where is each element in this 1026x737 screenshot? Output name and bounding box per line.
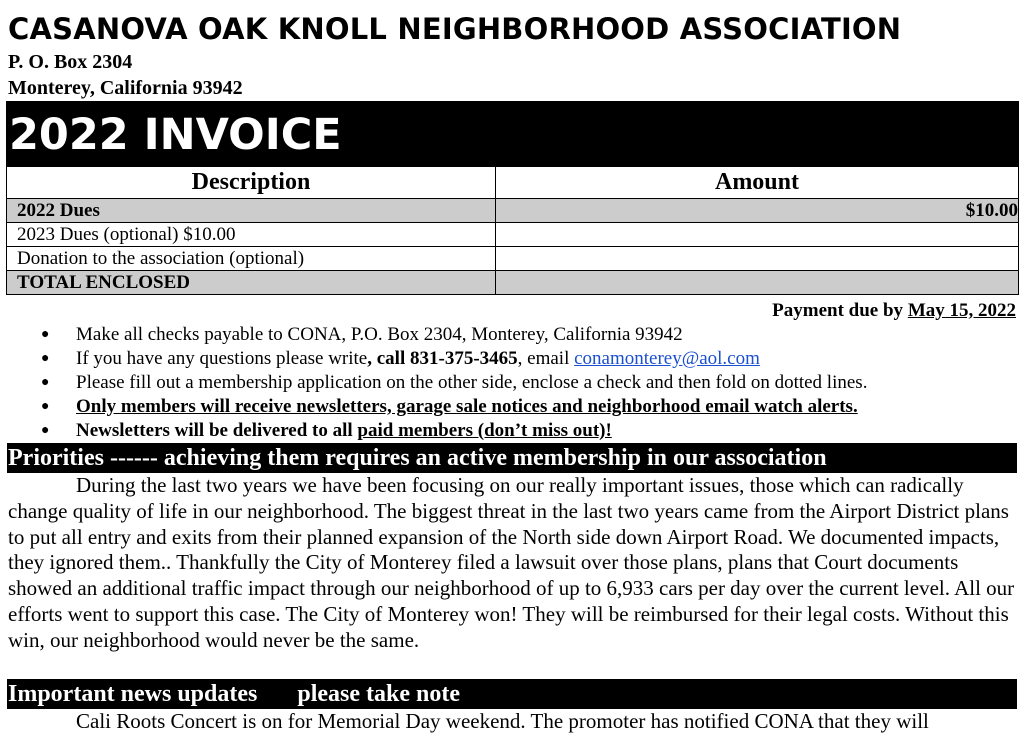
- bullet-icon: ●: [41, 423, 50, 438]
- address-line-1: P. O. Box 2304: [8, 51, 133, 73]
- list-item: [0, 395, 867, 419]
- list-item: [0, 347, 867, 371]
- note-text: paid members (don’t miss out)!: [357, 420, 612, 441]
- notes-list: [0, 323, 867, 443]
- row-description: 2023 Dues (optional) $10.00: [7, 223, 496, 247]
- table-row: [7, 247, 1019, 271]
- amount-header: Amount: [496, 167, 1019, 199]
- note-text: , email: [517, 348, 575, 369]
- list-item: [0, 419, 867, 443]
- invoice-title-bar: [6, 101, 1019, 166]
- note-text: If you have any questions please write: [76, 348, 368, 369]
- bullet-icon: ●: [41, 327, 50, 342]
- address-line-2: Monterey, California 93942: [8, 77, 243, 99]
- news-heading-part2: please take note: [297, 681, 461, 707]
- table-row: [7, 271, 1019, 295]
- bullet-icon: ●: [41, 375, 50, 390]
- row-amount: $10.00: [496, 199, 1019, 223]
- news-heading: [7, 679, 1017, 709]
- row-amount: [496, 271, 1019, 295]
- list-item: [0, 323, 867, 347]
- row-description: TOTAL ENCLOSED: [7, 271, 496, 295]
- bullet-icon: ●: [41, 399, 50, 414]
- invoice-table: [6, 166, 1019, 295]
- row-description: 2022 Dues: [7, 199, 496, 223]
- invoice-title: 2022 INVOICE: [9, 110, 342, 160]
- priorities-heading: Priorities ------ achieving them requires an active membership in our association: [7, 443, 1017, 473]
- payment-due-label: Payment due by: [772, 300, 908, 321]
- description-header: Description: [7, 167, 496, 199]
- note-text: Please fill out a membership application on the other side, enclose a check and then fold on dotted lines.: [76, 372, 868, 393]
- note-text: Newsletters will be delivered to all: [76, 420, 358, 441]
- row-amount: [496, 247, 1019, 271]
- table-row: [7, 223, 1019, 247]
- note-text: Only members will receive newsletters, garage sale notices and neighborhood email watch alerts.: [76, 396, 858, 417]
- org-name: CASANOVA OAK KNOLL NEIGHBORHOOD ASSOCIATION: [8, 12, 902, 46]
- row-amount: [496, 223, 1019, 247]
- row-description: Donation to the association (optional): [7, 247, 496, 271]
- table-row: [7, 199, 1019, 223]
- note-text: Make all checks payable to CONA, P.O. Box 2304, Monterey, California 93942: [76, 324, 683, 345]
- payment-due-date: May 15, 2022: [907, 300, 1016, 321]
- payment-due: [772, 300, 1016, 322]
- news-paragraph: Cali Roots Concert is on for Memorial Day weekend. The promoter has notified CONA that they will: [76, 709, 929, 733]
- email-link[interactable]: conamonterey@aol.com: [574, 348, 760, 369]
- table-header-row: [7, 167, 1019, 199]
- bullet-icon: ●: [41, 351, 50, 366]
- priorities-paragraph: During the last two years we have been focusing on our really important issues, those which can radically change quality of life in our neighborhood. The biggest threat in the last two years came from the Airport District plans to put all entry and exits from their planned expansion of the North side down Airport Road. We documented impacts, they ignored them.. Thankfully the City of Monterey filed a lawsuit over those plans, plans that Court documents showed an additional traffic impact through our neighborhood of up to 6,933 cars per day over the current level. All our efforts went to support this case. The City of Monterey won! They will be reimbursed for their legal costs. Without this win, our neighborhood would never be the same.: [8, 473, 1015, 652]
- news-heading-part1: Important news updates: [8, 681, 258, 707]
- list-item: [0, 371, 867, 395]
- note-phone: , call 831-375-3465: [367, 348, 518, 369]
